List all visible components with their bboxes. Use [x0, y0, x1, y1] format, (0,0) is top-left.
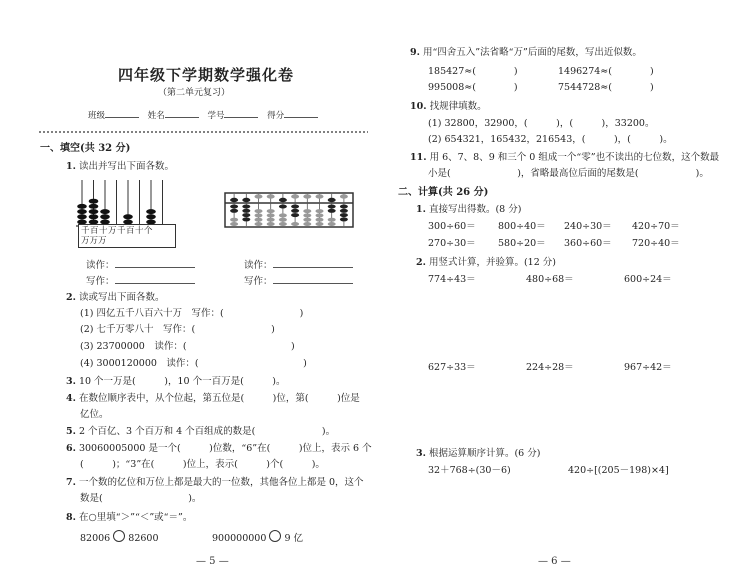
question-6-cont[interactable]: ( )；“3”在( )位上，表示( )个( )。 — [80, 459, 325, 470]
suanpan-lower-bead — [230, 205, 238, 209]
abacus-bead — [89, 204, 99, 209]
suanpan-upper-bead — [316, 194, 324, 198]
q9-item[interactable]: 995008≈( ) — [428, 82, 518, 93]
q9-item[interactable]: 1496274≈( ) — [558, 66, 654, 77]
abacus-bead — [100, 209, 110, 214]
suanpan-upper-bead — [230, 198, 238, 202]
suanpan-lower-bead — [230, 218, 238, 222]
student-info-fields — [88, 108, 324, 121]
q10-item[interactable]: (2) 654321，165432，216543，( )，( )。 — [428, 134, 673, 145]
suanpan-lower-bead — [255, 218, 263, 222]
suanpan-lower-bead — [242, 213, 250, 217]
suanpan-lower-bead — [279, 222, 287, 226]
suanpan-lower-bead — [303, 213, 311, 217]
calc-2-problem[interactable]: 627÷33＝ — [428, 362, 476, 373]
suanpan-lower-bead — [291, 209, 299, 213]
suanpan-upper-bead — [255, 194, 263, 198]
abacus-bead — [77, 214, 87, 219]
question-3[interactable]: 3. 10 个一万是( )，10 个一百万是( )。 — [66, 376, 286, 387]
field-class: 班级 — [88, 111, 106, 121]
compare-circle[interactable] — [269, 530, 281, 542]
calc-1-problem[interactable]: 580÷20＝ — [498, 238, 546, 249]
calc-2-problem[interactable]: 774÷43＝ — [428, 274, 476, 285]
suanpan-lower-bead — [328, 222, 336, 226]
question-6[interactable]: 6. 30060005000 是一个( )位数，“6”在( )位上，表示 6 个 — [66, 443, 372, 454]
suanpan-lower-bead — [316, 213, 324, 217]
suanpan-lower-bead — [267, 209, 275, 213]
suanpan-lower-bead — [255, 213, 263, 217]
compare-circle[interactable] — [113, 530, 125, 542]
question-4-cont: 亿位。 — [80, 409, 109, 420]
suanpan-lower-bead — [230, 209, 238, 213]
suanpan-lower-bead — [279, 218, 287, 222]
suanpan-lower-bead — [291, 205, 299, 209]
abacus-bead — [77, 204, 87, 209]
suanpan-lower-bead — [340, 205, 348, 209]
page-number-left: — 5 — — [196, 556, 229, 567]
question-7: 7. 一个数的亿位和万位上都是最大的一位数，其他各位上都是 0，这个 — [66, 477, 364, 488]
question-11-cont[interactable]: 小是( )，省略最高位后面的尾数是( )。 — [428, 168, 709, 179]
abacus-bead — [77, 209, 87, 214]
calc-1-problem[interactable]: 360÷60＝ — [564, 238, 612, 249]
question-5[interactable]: 5. 2 个百亿、3 个百万和 4 个百组成的数是( )。 — [66, 426, 336, 437]
name-blank[interactable] — [165, 108, 199, 118]
question-10: 10. 找规律填数。 — [410, 101, 487, 112]
right-page — [378, 0, 750, 588]
question-2: 2. 读或写出下面各数。 — [66, 292, 165, 303]
q2-item[interactable]: (3) 23700000 读作：( ) — [80, 341, 295, 352]
suanpan-lower-bead — [267, 222, 275, 226]
suanpan-lower-bead — [267, 218, 275, 222]
suanpan-lower-bead — [328, 218, 336, 222]
q1-read-left: 读作： — [86, 258, 195, 271]
question-11: 11. 用 6、7、8、9 和三个 0 组成一个“零”也不读出的七位数，这个数最 — [410, 152, 720, 163]
suanpan-lower-bead — [328, 205, 336, 209]
q1-read-right: 读作： — [244, 258, 353, 271]
field-score: 得分 — [267, 111, 285, 121]
score-blank[interactable] — [284, 108, 318, 118]
suanpan-lower-bead — [230, 222, 238, 226]
field-name: 姓名 — [147, 111, 165, 121]
suanpan-lower-bead — [303, 222, 311, 226]
suanpan-upper-bead — [328, 198, 336, 202]
suanpan-lower-bead — [316, 218, 324, 222]
q10-item[interactable]: (1) 32800，32900，( )，( )，33200。 — [428, 118, 655, 129]
calc-1: 1. 直接写出得数。(8 分) — [416, 204, 522, 215]
abacus-bead — [123, 214, 133, 219]
q1-write-left: 写作： — [86, 274, 195, 287]
calc-3-problem[interactable]: 32＋768÷(30－6) — [428, 465, 511, 476]
suanpan-lower-bead — [340, 213, 348, 217]
section-calculation: 二、计算(共 26 分) — [398, 187, 489, 198]
calc-1-problem[interactable]: 300÷60＝ — [428, 221, 476, 232]
q2-item[interactable]: (1) 四亿五千八百六十万 写作：( ) — [80, 308, 304, 319]
suanpan-upper-bead — [291, 194, 299, 198]
abacus-bead — [89, 209, 99, 214]
calc-1-problem[interactable]: 420÷70＝ — [632, 221, 680, 232]
q1-write-right: 写作： — [244, 274, 353, 287]
abacus-bead — [89, 214, 99, 219]
page-number-right: — 6 — — [538, 556, 571, 567]
suanpan-lower-bead — [267, 213, 275, 217]
suanpan-upper-bead — [279, 198, 287, 202]
q9-item[interactable]: 7544728≈( ) — [558, 82, 654, 93]
q8-compare-1: 82006 82600 — [80, 530, 159, 544]
calc-2-problem[interactable]: 967÷42＝ — [624, 362, 672, 373]
calc-2-problem[interactable]: 224÷28＝ — [526, 362, 574, 373]
left-page — [0, 0, 372, 588]
abacus-bead — [100, 214, 110, 219]
calc-2: 2. 用竖式计算，并验算。(12 分) — [416, 257, 556, 268]
suanpan-lower-bead — [328, 209, 336, 213]
q2-item[interactable]: (2) 七千万零八十 写作：( ) — [80, 324, 275, 335]
calc-2-problem[interactable]: 480÷68＝ — [526, 274, 574, 285]
suanpan-abacus — [224, 192, 356, 232]
suanpan-lower-bead — [291, 213, 299, 217]
abacus-bead — [146, 214, 156, 219]
section-fill-blank: 一、填空(共 32 分) — [40, 143, 131, 154]
suanpan-lower-bead — [303, 209, 311, 213]
suanpan-upper-bead — [242, 198, 250, 202]
suanpan-lower-bead — [279, 205, 287, 209]
abacus-bead — [146, 209, 156, 214]
question-7-cont[interactable]: 数是( )。 — [80, 493, 202, 504]
question-9: 9. 用“四舍五入”法省略“万”后面的尾数，写出近似数。 — [410, 47, 642, 58]
q1-read-blank-right[interactable] — [273, 258, 353, 268]
suanpan-upper-bead — [303, 194, 311, 198]
number-blank[interactable] — [224, 108, 258, 118]
calc-1-problem[interactable]: 800÷40＝ — [498, 221, 546, 232]
calc-3-problem[interactable]: 420÷[(205－198)×4] — [568, 465, 669, 476]
suanpan-lower-bead — [316, 222, 324, 226]
abacus-place-labels: 千百十万千百十个 万万万 — [78, 224, 176, 248]
calc-2-problem[interactable]: 600÷24＝ — [624, 274, 672, 285]
suanpan-upper-bead — [340, 194, 348, 198]
class-blank[interactable] — [105, 108, 139, 118]
question-1: 1. 读出并写出下面各数。 — [66, 161, 174, 172]
suanpan-lower-bead — [303, 218, 311, 222]
suanpan-lower-bead — [242, 217, 250, 221]
suanpan-lower-bead — [340, 217, 348, 221]
q9-item[interactable]: 185427≈( ) — [428, 66, 518, 77]
exam-subtitle: （第二单元复习） — [158, 88, 231, 98]
suanpan-lower-bead — [340, 209, 348, 213]
exam-title: 四年级下学期数学强化卷 — [118, 66, 295, 84]
q1-read-blank-left[interactable] — [115, 258, 195, 268]
calc-1-problem[interactable]: 720÷40＝ — [632, 238, 680, 249]
suanpan-lower-bead — [242, 205, 250, 209]
q1-write-blank-left[interactable] — [115, 274, 195, 284]
suanpan-lower-bead — [255, 222, 263, 226]
q8-compare-2: 900000000 9 亿 — [212, 530, 303, 544]
field-number: 学号 — [207, 111, 225, 121]
suanpan-lower-bead — [316, 209, 324, 213]
suanpan-upper-bead — [267, 194, 275, 198]
suanpan-lower-bead — [242, 209, 250, 213]
question-8: 8. 在○里填“＞”“＜”或“＝”。 — [66, 512, 193, 523]
star-divider — [38, 130, 368, 134]
suanpan-lower-bead — [279, 213, 287, 217]
calc-3: 3. 根据运算顺序计算。(6 分) — [416, 448, 541, 459]
calc-1-problem[interactable]: 240÷30＝ — [564, 221, 612, 232]
calc-1-problem[interactable]: 270÷30＝ — [428, 238, 476, 249]
q2-item[interactable]: (4) 3000120000 读作：( ) — [80, 358, 307, 369]
abacus-bead — [89, 199, 99, 204]
q1-write-blank-right[interactable] — [273, 274, 353, 284]
suanpan-lower-bead — [291, 222, 299, 226]
suanpan-lower-bead — [255, 209, 263, 213]
question-4[interactable]: 4. 在数位顺序表中，从个位起，第五位是( )位，第( )位是 — [66, 393, 360, 404]
